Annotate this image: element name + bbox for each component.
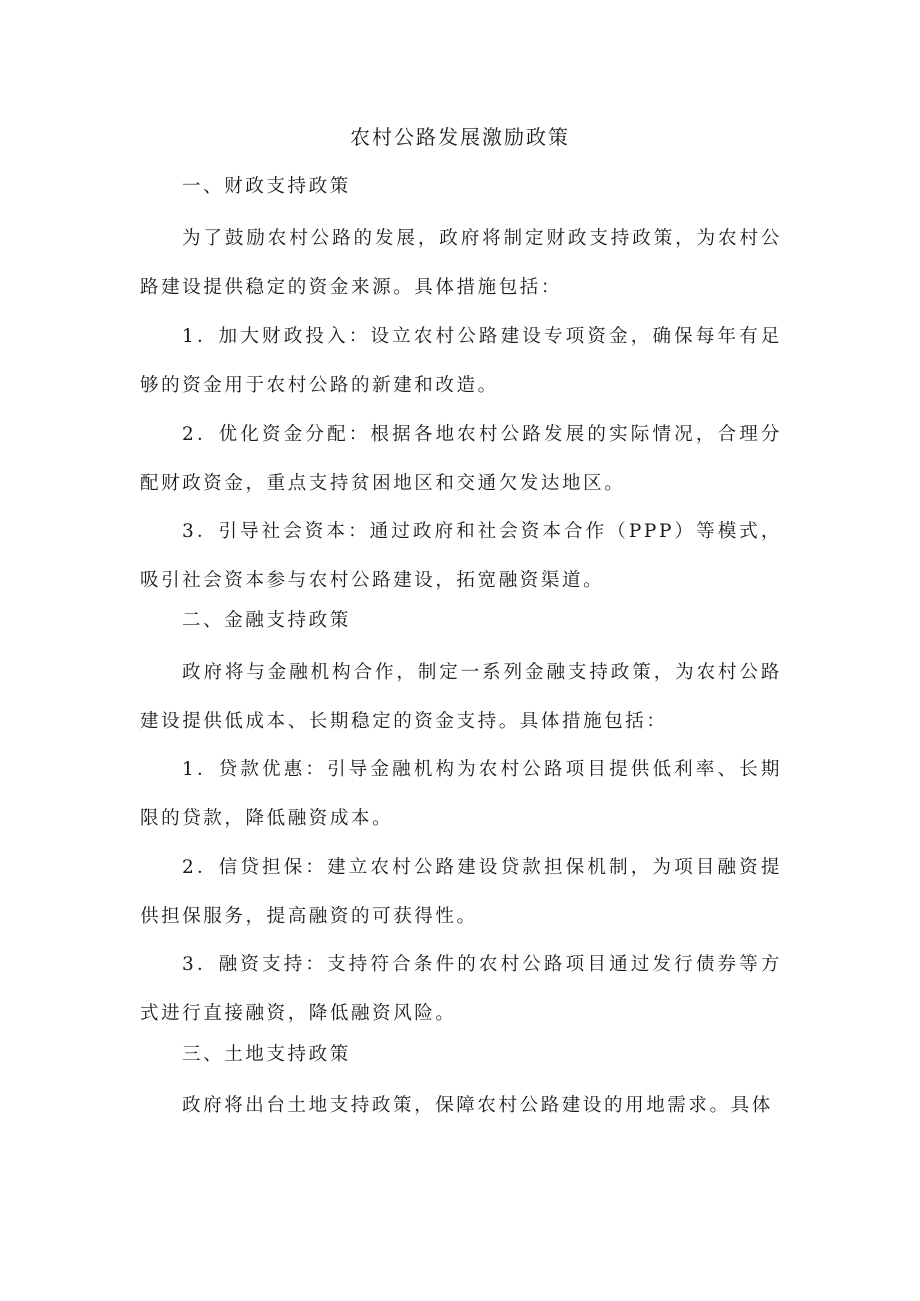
section-heading-fiscal: 一、财政支持政策 — [182, 176, 351, 197]
section-heading-finance: 二、金融支持政策 — [182, 610, 351, 631]
list-item-fiscal-3: 3．引导社会资本：通过政府和社会资本合作（PPP）等模式，吸引社会资本参与农村公路建设，拓宽融资渠道。 — [140, 521, 782, 591]
paragraph-fiscal-intro: 为了鼓励农村公路的发展，政府将制定财政支持政策，为农村公路建设提供稳定的资金来源。具体措施包括： — [140, 228, 782, 298]
section-heading-land: 三、土地支持政策 — [182, 1044, 351, 1065]
list-item-fiscal-1: 1．加大财政投入：设立农村公路建设专项资金，确保每年有足够的资金用于农村公路的新建和改造。 — [140, 326, 782, 396]
list-item-finance-1: 1．贷款优惠：引导金融机构为农村公路项目提供低利率、长期限的贷款，降低融资成本。 — [140, 759, 782, 829]
paragraph-finance-intro: 政府将与金融机构合作，制定一系列金融支持政策，为农村公路建设提供低成本、长期稳定的资金支持。具体措施包括： — [140, 662, 782, 732]
paragraph-land-intro: 政府将出台土地支持政策，保障农村公路建设的用地需求。具体 — [182, 1095, 773, 1116]
document-title: 农村公路发展激励政策 — [350, 125, 570, 149]
list-item-finance-3: 3．融资支持：支持符合条件的农村公路项目通过发行债券等方式进行直接融资，降低融资风险。 — [140, 954, 782, 1024]
list-item-finance-2: 2．信贷担保：建立农村公路建设贷款担保机制，为项目融资提供担保服务，提高融资的可获得性。 — [140, 857, 782, 927]
list-item-fiscal-2: 2．优化资金分配：根据各地农村公路发展的实际情况，合理分配财政资金，重点支持贫困地区和交通欠发达地区。 — [140, 424, 782, 494]
